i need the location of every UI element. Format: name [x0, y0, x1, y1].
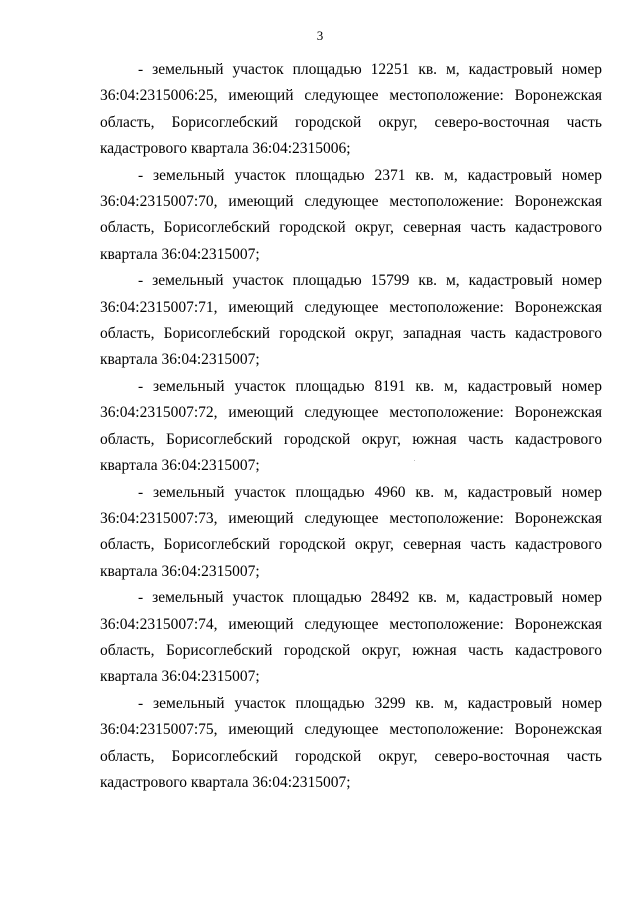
document-body	[100, 57, 602, 796]
page-number: 3	[316, 28, 324, 43]
land-plot-item: - земельный участок площадью 8191 кв. м, кадастровый номер 36:04:2315007:72, имеющий следующее местоположение: Воронежская область, Борисоглебский городской округ, южная часть кадастрового квартала 36:04:2315007;	[100, 377, 602, 475]
land-plot-item: - земельный участок площадью 28492 кв. м, кадастровый номер 36:04:2315007:74, имеющий следующее местоположение: Воронежская область, Борисоглебский городской округ, южная часть кадастрового квартала 36:04:2315007;	[100, 589, 602, 686]
land-plot-item: - земельный участок площадью 4960 кв. м, кадастровый номер 36:04:2315007:73, имеющий следующее местоположение: Воронежская область, Борисоглебский городской округ, северная часть кадастрового квартала 36:04:2315007;	[100, 483, 602, 580]
scan-speck	[414, 460, 415, 461]
land-plot-item: - земельный участок площадью 3299 кв. м, кадастровый номер 36:04:2315007:75, имеющий следующее местоположение: Воронежская область, Борисоглебский городской округ, северо-восточная часть кадастрового квартала 36:04:2315007;	[100, 694, 602, 791]
land-plot-item: - земельный участок площадью 12251 кв. м, кадастровый номер 36:04:2315006:25, имеющий следующее местоположение: Воронежская область, Борисоглебский городской округ, северо-восточная часть кадастрового квартала 36:04:2315006;	[100, 61, 602, 158]
land-plot-item: - земельный участок площадью 15799 кв. м, кадастровый номер 36:04:2315007:71, имеющий следующее местоположение: Воронежская область, Борисоглебский городской округ, западная часть кадастрового квартала 36:04:2315007;	[100, 272, 602, 369]
land-plot-item: - земельный участок площадью 2371 кв. м, кадастровый номер 36:04:2315007:70, имеющий следующее местоположение: Воронежская область, Борисоглебский городской округ, северная часть кадастрового квартала 36:04:2315007;	[100, 166, 602, 263]
